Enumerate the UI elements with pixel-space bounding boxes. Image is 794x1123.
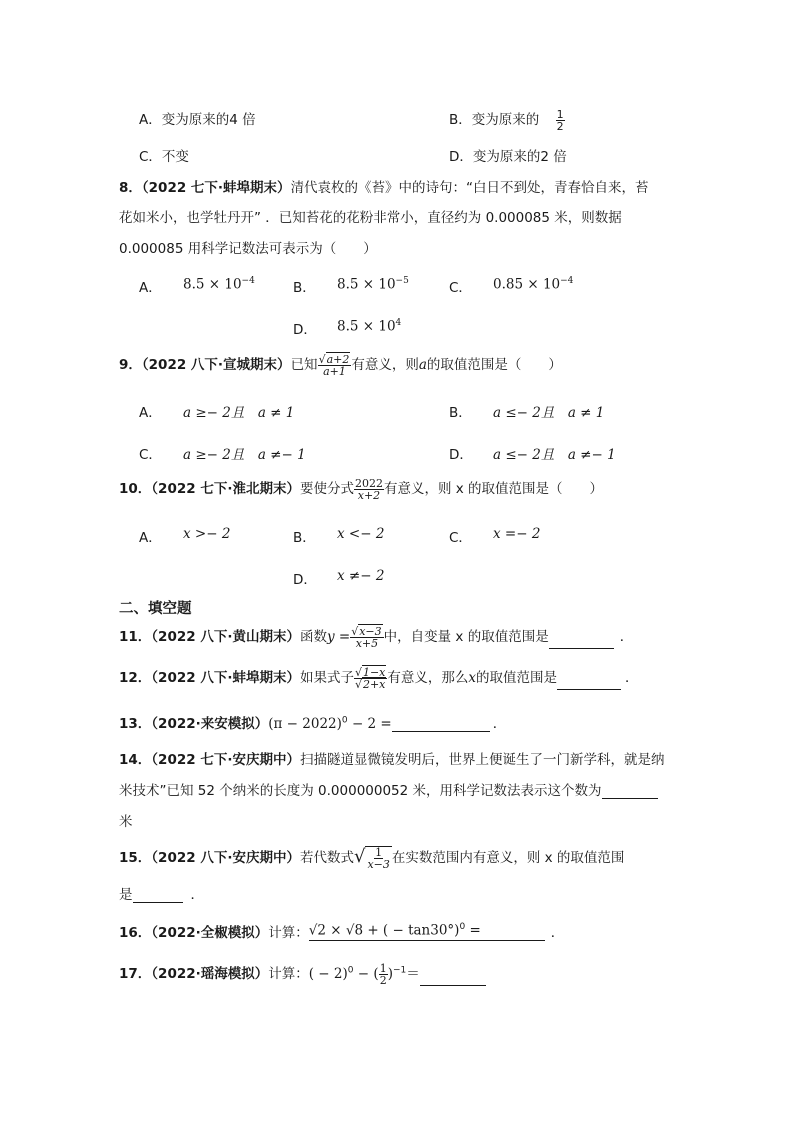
q10-option-c-label: C． [449, 530, 472, 546]
q9-option-d-label: D． [449, 447, 473, 463]
q7-option-d: D．变为原来的2 倍 [449, 149, 567, 165]
q11-stem: 11．（2022 八下·黄山期末）函数y = $\frac{√x-3}{x+5}$ 中，自变量 x 的取值范围是 ． [119, 624, 634, 650]
q8-option-c-label: C． [449, 280, 472, 296]
q14-answer-blank[interactable] [602, 784, 658, 799]
q15-line2: 是 ． [119, 887, 204, 903]
q15-answer-blank[interactable] [133, 888, 183, 903]
q10-option-b: x <− 2 [337, 526, 385, 542]
q12-stem: 12．（2022 八下·蚌埠期末）如果式子 $\frac{√1-x}{√2+x}$ 有意义，那么x的取值范围是 ． [119, 665, 639, 691]
q9-source: （2022 八下·宣城期末） [141, 357, 291, 373]
q8-line1 [119, 176, 649, 196]
q9-fraction: $\frac{√a+2}{a+1}$ [318, 352, 350, 378]
q9-option-b: a ≤− 2且 a ≠ 1 [493, 405, 605, 421]
q10-option-c: x =− 2 [493, 526, 541, 542]
q15-line1: 15．（2022 八下·安庆期中）若代数式√ $\frac{1}{x-3}$ 在实数范围内有意义，则 x 的取值范围 [119, 846, 625, 871]
q9-option-c-label: C． [139, 447, 162, 463]
q8-line2: 花如米小，也学牡丹开” ．已知苔花的花粉非常小，直径约为 0.000085 米，则数据 [119, 210, 622, 226]
q10-source: （2022 七下·淮北期末） [151, 481, 300, 497]
q8-option-b: $8.5 \times 10^{-5}$ [337, 276, 409, 293]
q14-line3: 米 [119, 814, 133, 830]
q7-option-b-text: B．变为原来的 [449, 112, 540, 128]
q11-answer-blank[interactable] [549, 634, 614, 649]
q8-option-a: $8.5 \times 10^{-4}$ [183, 276, 255, 293]
q8-option-a-label: A． [139, 280, 162, 296]
q7-option-b-fraction: $\frac{1}{2}$ [556, 107, 564, 133]
q13-source: （2022·来安模拟） [151, 716, 269, 732]
q14-line2: 米技术”已知 52 个纳米的长度为 0.000000052 米，用科学记数法表示这个数为 [119, 779, 658, 799]
q10-option-a: x >− 2 [183, 526, 231, 542]
q15-number: 15． [119, 850, 152, 866]
q7-option-b [449, 108, 565, 132]
q8-option-d: $8.5 \times 10^4$ [337, 318, 402, 335]
q9-option-a: a ≥− 2且 a ≠ 1 [183, 405, 295, 421]
q16-answer-blank[interactable]: √2 × √8 + ( − tan30°)$^0$ = [309, 922, 545, 942]
q14-line1: 14．（2022 七下·安庆期中）扫描隧道显微镜发明后，世界上便诞生了一门新学科，就是纳 [119, 752, 665, 768]
q7-option-c: C．不变 [139, 149, 189, 165]
q8-option-b-label: B． [293, 280, 316, 296]
q10-option-d: x ≠− 2 [337, 568, 385, 584]
q17-answer-blank[interactable] [420, 971, 486, 986]
q17-fraction: $\frac{1}{2}$ [379, 961, 387, 987]
q12-number: 12． [119, 670, 152, 686]
q9-stem: 9．（2022 八下·宣城期末）已知 $\frac{√a+2}{a+1}$ 有意义，则a的取值范围是（ ） [119, 352, 562, 378]
q9-option-d: a ≤− 2且 a ≠− 1 [493, 447, 616, 463]
q14-source: （2022 七下·安庆期中） [151, 752, 300, 768]
q12-answer-blank[interactable] [557, 675, 621, 690]
q10-fraction: $\frac{2022}{x+2}$ [354, 476, 383, 502]
q9-number: 9． [119, 357, 142, 373]
q16-source: （2022·全椒模拟） [151, 925, 269, 941]
q10-number: 10． [119, 481, 152, 497]
q11-fraction: $\frac{√x-3}{x+5}$ [351, 624, 382, 650]
q10-option-d-label: D． [293, 572, 317, 588]
q9-option-a-label: A． [139, 405, 162, 421]
q14-number: 14． [119, 752, 152, 768]
q11-source: （2022 八下·黄山期末） [151, 629, 300, 645]
q17-source: （2022·瑶海模拟） [151, 966, 269, 982]
q8-stem-1: 清代袁枚的《苔》中的诗句：“白日不到处，青春恰自来，苔 [290, 180, 649, 196]
q17-number: 17． [119, 966, 152, 982]
q13-answer-blank[interactable] [392, 717, 490, 732]
q13-number: 13． [119, 716, 152, 732]
q7-option-a: A．变为原来的4 倍 [139, 112, 256, 128]
q10-stem: 10．（2022 七下·淮北期末）要使分式 $\frac{2022}{x+2}$ 有意义，则 x 的取值范围是（ ） [119, 476, 604, 502]
q8-number: 8． [119, 180, 142, 196]
q10-option-a-label: A． [139, 530, 162, 546]
q9-option-c: a ≥− 2且 a ≠− 1 [183, 447, 306, 463]
q16-stem: 16．（2022·全椒模拟）计算：√2 × √8 + ( − tan30°)$^0$ = ． [119, 921, 565, 941]
q11-number: 11． [119, 629, 152, 645]
q8-option-c: $0.85 \times 10^{-4}$ [493, 276, 574, 293]
q13-stem: 13．（2022·来安模拟）$(\pi - 2022)^0 - 2$ = ． [119, 715, 507, 732]
q17-stem: 17．（2022·瑶海模拟）计算：( − 2)$^0$ − ( $\frac{1}{2}$ )$^{-1}$＝ [119, 962, 486, 986]
q8-line3: 0.000085 用科学记数法可表示为（ ） [119, 241, 377, 257]
q12-source: （2022 八下·蚌埠期末） [151, 670, 300, 686]
q9-option-b-label: B． [449, 405, 472, 421]
q15-source: （2022 八下·安庆期中） [151, 850, 300, 866]
q8-source: （2022 七下·蚌埠期末） [141, 180, 291, 196]
q12-fraction: $\frac{√1-x}{√2+x}$ [354, 665, 386, 691]
q15-fraction: $\frac{1}{x-3}$ [367, 846, 390, 871]
section-title: 二、填空题 [119, 601, 192, 617]
q16-number: 16． [119, 925, 152, 941]
q10-option-b-label: B． [293, 530, 316, 546]
q8-option-d-label: D． [293, 322, 317, 338]
